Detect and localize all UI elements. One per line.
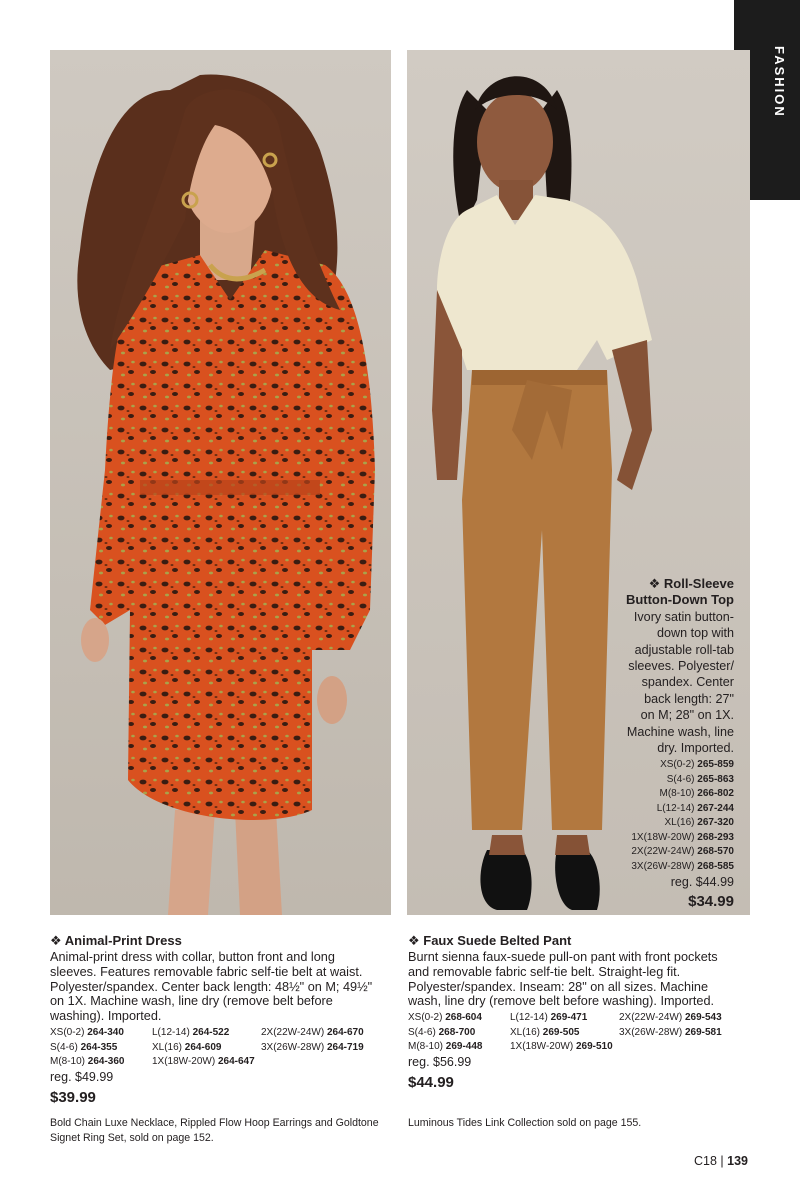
- size-cell: XS(0-2) 268-604: [408, 1012, 482, 1024]
- pant-accessories-note: Luminous Tides Link Collection sold on page 155.: [408, 1117, 642, 1129]
- size-cell: 1X(18W-20W) 264-647: [152, 1056, 255, 1068]
- dress-title: ❖ Animal-Print Dress: [50, 933, 182, 948]
- size-row: XS(0-2) 265-859: [660, 759, 734, 771]
- size-cell: XL(16) 269-505: [510, 1026, 580, 1038]
- size-cell: S(4-6) 264-355: [50, 1041, 118, 1053]
- top-product-title-2: Button-Down Top: [625, 592, 734, 608]
- top-desc-line: down top with: [656, 626, 734, 641]
- pant-product-info: [408, 932, 738, 1094]
- dress-model-photo: [50, 50, 391, 915]
- pant-reg-price: reg. $56.99: [408, 1054, 472, 1069]
- size-cell: XL(16) 264-609: [152, 1041, 222, 1053]
- top-desc-line: on M; 28" on 1X.: [640, 708, 734, 723]
- size-row: S(4-6) 265-863: [666, 773, 734, 785]
- pant-title: ❖ Faux Suede Belted Pant: [408, 933, 572, 948]
- pant-size-grid: [408, 1011, 738, 1055]
- top-product-title-1: ❖ Roll-Sleeve: [648, 576, 734, 591]
- size-cell: L(12-14) 264-522: [152, 1026, 230, 1038]
- top-reg-price: reg. $44.99: [670, 875, 734, 890]
- page-number: [694, 1154, 748, 1168]
- size-cell: 1X(18W-20W) 269-510: [510, 1041, 613, 1053]
- page-number-value: 139: [727, 1154, 748, 1168]
- size-cell: M(8-10) 264-360: [50, 1056, 125, 1068]
- dress-product-info: [50, 932, 380, 1109]
- size-row: 2X(22W-24W) 268-570: [631, 846, 734, 858]
- size-cell: S(4-6) 268-700: [408, 1026, 476, 1038]
- top-desc-line: dry. Imported.: [657, 741, 734, 756]
- dress-description: Animal-print dress with collar, button front and long sleeves. Features removable fabric self-tie belt at waist. Polyester/spandex. Center back length: 48½" on M; 49½" on 1X. Machine wash, line dry (remove belt before washing). Imported.: [50, 950, 373, 1024]
- top-desc-line: Machine wash, line: [626, 724, 734, 739]
- size-cell: 2X(22W-24W) 264-670: [261, 1026, 364, 1038]
- top-price: $34.99: [688, 892, 734, 910]
- size-cell: 2X(22W-24W) 269-543: [619, 1012, 722, 1024]
- top-desc-line: adjustable roll-tab: [634, 642, 734, 657]
- pant-description: Burnt sienna faux-suede pull-on pant with front pockets and removable fabric self-tie belt. Straight-leg fit. Polyester/spandex. Inseam: 28" on all sizes. Machine wash, line dry (remove belt before washing). Imported.: [408, 950, 718, 1009]
- size-cell: 3X(26W-28W) 264-719: [261, 1041, 364, 1053]
- section-tab-label: FASHION: [772, 46, 787, 118]
- size-cell: M(8-10) 269-448: [408, 1041, 483, 1053]
- top-desc-line: sleeves. Polyester/: [628, 659, 734, 674]
- size-row: 3X(26W-28W) 268-585: [631, 860, 734, 872]
- dress-accessories-note: Bold Chain Luxe Necklace, Rippled Flow Hoop Earrings and Goldtone Signet Ring Set, sold on page 152.: [50, 1117, 379, 1144]
- pant-price: $44.99: [408, 1073, 454, 1091]
- size-row: M(8-10) 266-802: [659, 788, 734, 800]
- page-code: C18: [693, 1154, 717, 1168]
- dress-reg-price: reg. $49.99: [50, 1069, 114, 1084]
- size-row: L(12-14) 267-244: [656, 802, 734, 814]
- top-size-list: [596, 758, 734, 874]
- page-separator: |: [720, 1154, 724, 1168]
- size-cell: 3X(26W-28W) 269-581: [619, 1026, 722, 1038]
- dress-size-grid: [50, 1026, 380, 1070]
- top-desc-line: Ivory satin button-: [633, 609, 734, 624]
- size-row: 1X(18W-20W) 268-293: [631, 831, 734, 843]
- top-product-callout: [596, 576, 734, 913]
- top-desc-line: back length: 27": [644, 691, 734, 706]
- size-cell: XS(0-2) 264-340: [50, 1026, 124, 1038]
- size-cell: L(12-14) 269-471: [510, 1012, 588, 1024]
- top-desc-line: spandex. Center: [641, 675, 734, 690]
- dress-price: $39.99: [50, 1088, 96, 1106]
- size-row: XL(16) 267-320: [664, 817, 734, 829]
